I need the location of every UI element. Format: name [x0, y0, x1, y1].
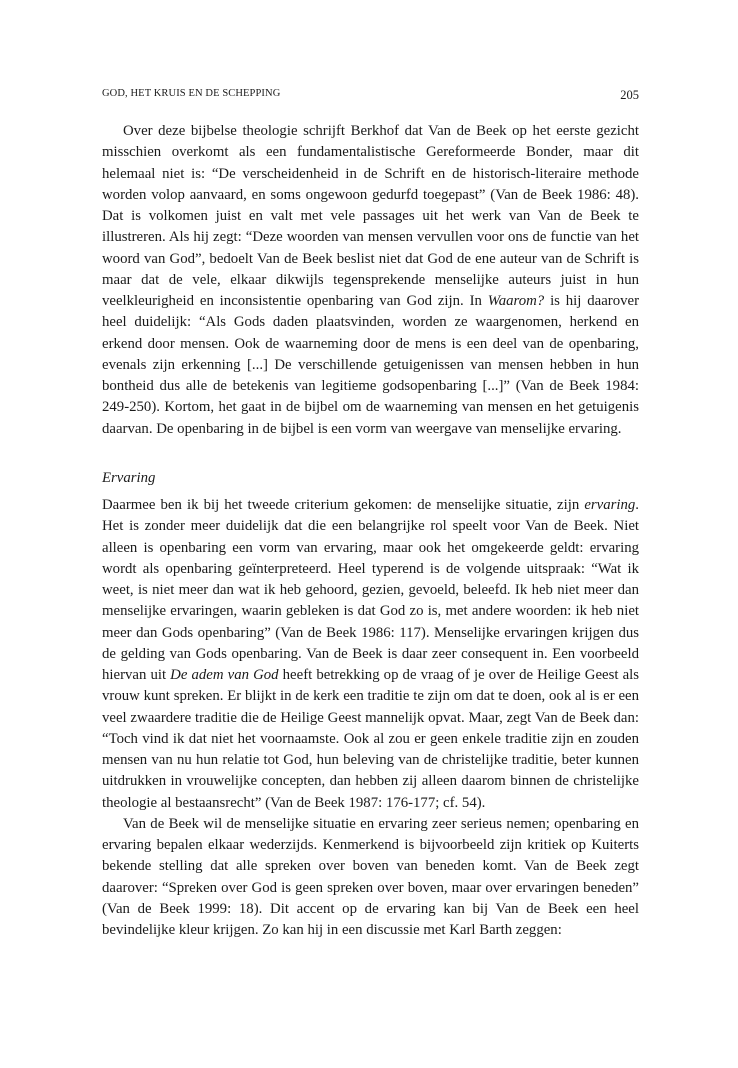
running-header — [102, 88, 639, 106]
running-title: GOD, HET KRUIS EN DE SCHEPPING — [102, 88, 281, 99]
section-heading: Ervaring — [102, 469, 156, 486]
paragraph-1-text-b: is hij daarover heel duidelijk: “Als Gods daden plaatsvinden, worden ze waargenomen, herkend en erkend door mensen. Ook de waarneming door de mens is een deel van de openbaring, evenals zijn erkenning [...] De verschillende getuigenissen van mensen hebben in hun bontheid dus alle de betekenis van legitieme godsopenbaring [...]” (Van de Beek 1984: 249-250). Kortom, het gaat in de bijbel om de waarneming van mensen en het getuigenis daarvan. De openbaring in de bijbel is een vorm van weergave van menselijke ervaring. — [102, 293, 639, 437]
paragraph-3-text: Van de Beek wil de menselijke situatie en ervaring zeer serieus nemen; openbaring en ervaring bepalen elkaar wederzijds. Kenmerkend is bijvoorbeeld zijn kritiek op Kuiterts bekende stelling dat alle spreken over boven van beneden komt. Van de Beek zegt daarover: “Spreken over God is geen spreken over boven, maar over ervaringen beneden” (Van de Beek 1999: 18). Dit accent op de ervaring kan bij Van de Beek een heel bevindelijke kleur krijgen. Zo kan hij in een discussie met Karl Barth zeggen: — [102, 815, 639, 938]
paragraph-3 — [102, 814, 639, 942]
paragraph-1-italic-title: Waarom? — [487, 293, 545, 309]
paragraph-2-text-c: heeft betrekking op de vraag of je over de Heilige Geest als vrouw kunt spreken. Er blijkt in de kerk een traditie te zijn om dat te doen, ook al is er een veel zwaardere traditie die de Heilige Geest mannelijk opvat. Maar, zegt Van de Beek dan: “Toch vind ik dat niet het voornaamste. Ook al zou er geen enkele traditie zijn en zouden mensen van nu hun relatie tot God, hun beleving van de christelijke traditie, beter kunnen uitdrukken in vrouwelijke concepten, dan hebben zij alleen daarom binnen de christelijke theologie al bestaansrecht” (Van de Beek 1987: 176-177; cf. 54). — [102, 667, 640, 811]
paragraph-1 — [102, 121, 639, 440]
page-number: 205 — [620, 88, 639, 102]
paragraph-2 — [102, 495, 639, 814]
paragraph-2-text-a: Daarmee ben ik bij het tweede criterium gekomen: de menselijke situatie, zijn — [102, 497, 585, 513]
paragraph-1-text-a: Over deze bijbelse theologie schrijft Berkhof dat Van de Beek op het eerste gezicht misschien overkomt als een fundamentalistische Gereformeerde Bonder, maar dit helemaal niet is: “De verscheidenheid in de Schrift en de historisch-literaire methode worden volop aanvaard, en soms ongewoon gedurfd toegepast” (Van de Beek 1986: 48). Dat is volkomen juist en valt met vele passages uit het werk van Van de Beek te illustreren. Als hij zegt: “Deze woorden van mensen vervullen voor ons de functie van het woord van God”, bedoelt Van de Beek beslist niet dat God de ene auteur van de Schrift is maar dat de vele, elkaar dikwijls tegensprekende menselijke auteurs juist in hun veelkleurigheid en inconsistentie openbaring van God zijn. In — [102, 123, 639, 309]
paragraph-2-text-b: . Het is zonder meer duidelijk dat die een belangrijke rol speelt voor Van de Beek. Niet alleen is openbaring een vorm van ervaring, maar ook het omgekeerde geldt: ervaring wordt als openbaring geïnterpreteerd. Heel typerend is de volgende uitspraak: “Wat ik weet, is niet meer dan wat ik heb gehoord, gezien, gevoeld, beleefd. Ik heb niet meer dan menselijke ervaringen, waarin gebleken is dat God zo is, met andere woorden: ik heb niet meer dan Gods openbaring” (Van de Beek 1986: 117). Menselijke ervaringen krijgen dus de gelding van Gods openbaring. Van de Beek is daar zeer consequent in. Een voorbeeld hiervan uit — [102, 497, 639, 683]
paragraph-2-italic-title: De adem van God — [170, 667, 279, 683]
paragraph-2-italic-word: ervaring — [584, 497, 636, 513]
body-text — [102, 121, 639, 941]
